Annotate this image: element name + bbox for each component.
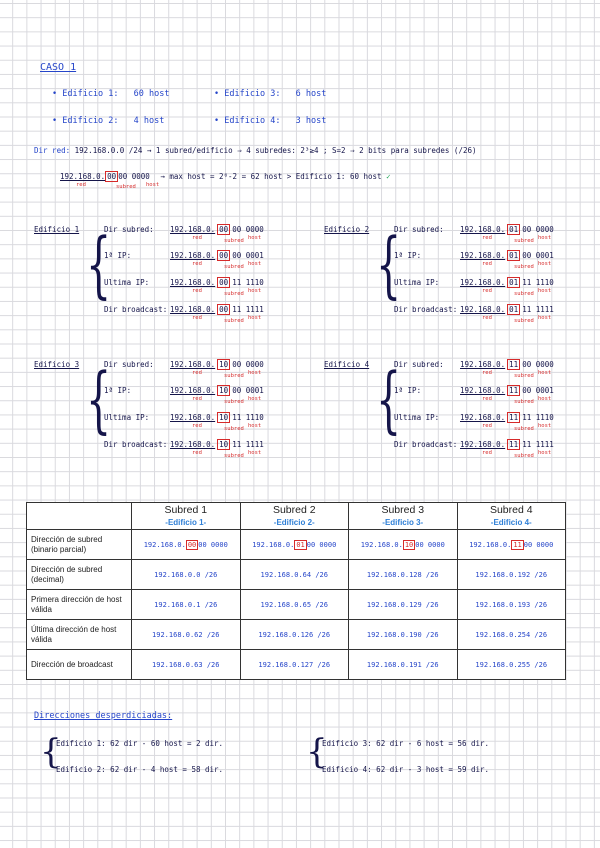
binary-address — [170, 305, 264, 314]
brace-left: { — [40, 732, 62, 772]
desperdiciadas-item-2: Edificio 2: 62 dir - 4 host = 58 dir. — [56, 765, 224, 774]
subred-label: subred — [224, 318, 244, 324]
red-label: red — [192, 396, 202, 402]
address-subnet-bits: 00 — [219, 278, 229, 287]
binary-address — [460, 305, 554, 314]
table-row-label: Primera dirección de host válida — [27, 590, 132, 620]
table-cell — [349, 530, 458, 560]
binary-address — [170, 251, 264, 260]
binary-address — [460, 360, 554, 369]
red-label: red — [482, 235, 492, 241]
results-table — [26, 502, 566, 680]
table-header-row — [27, 503, 566, 530]
cell-host-bits: 00 0000 — [306, 540, 337, 549]
red-label: red — [192, 370, 202, 376]
row-label: Dir subred: — [394, 225, 444, 234]
table-cell — [457, 530, 566, 560]
red-label: red — [482, 261, 492, 267]
row-label: Dir subred: — [104, 225, 154, 234]
row-label: Dir broadcast: — [394, 440, 458, 449]
red-label: red — [192, 261, 202, 267]
address-host-bits: 00 0000 — [232, 360, 264, 369]
table-cell: 192.168.0.192 /26 — [457, 560, 566, 590]
row-label: Ultima IP: — [394, 278, 440, 287]
edificio-title: Edificio 1 — [34, 225, 80, 234]
edificio-title: Edificio 4 — [324, 360, 370, 369]
red-label: red — [482, 315, 492, 321]
red-label: red — [482, 288, 492, 294]
table-cell: 192.168.0.64 /26 — [240, 560, 349, 590]
table-cell: 192.168.0.65 /26 — [240, 590, 349, 620]
address-ip: 192.168.0. — [460, 360, 506, 369]
address-ip: 192.168.0. — [460, 440, 506, 449]
row-label: 1ª IP: — [394, 251, 422, 260]
address-subnet-bits: 01 — [509, 278, 519, 287]
row-label: Dir subred: — [394, 360, 444, 369]
subred-label: subred — [514, 399, 534, 405]
address-subnet-bits: 11 — [509, 413, 519, 422]
row-label: Dir broadcast: — [394, 305, 458, 314]
address-ip: 192.168.0. — [170, 360, 216, 369]
subred-label: subred — [224, 291, 244, 297]
row-label: Ultima IP: — [394, 413, 440, 422]
red-label: red — [192, 423, 202, 429]
address-ip: 192.168.0. — [170, 413, 216, 422]
binary-address — [170, 413, 264, 422]
address-host-bits: 00 0001 — [232, 251, 264, 260]
table-row — [27, 530, 566, 560]
table-row — [27, 650, 566, 680]
row-label: 1ª IP: — [104, 386, 132, 395]
table-cell: 192.168.0.0 /26 — [132, 560, 241, 590]
address-host-bits: 11 1111 — [522, 440, 554, 449]
binary-address — [460, 225, 554, 234]
desperdiciadas-item-4: Edificio 4: 62 dir - 3 host = 59 dir. — [322, 765, 490, 774]
subred-label: subred — [514, 291, 534, 297]
address-host-bits: 00 0001 — [232, 386, 264, 395]
table-header-subred-4: Subred 4 -Edificio 4- — [457, 503, 566, 530]
table-cell: 192.168.0.255 /26 — [457, 650, 566, 680]
subred-label: subred — [514, 373, 534, 379]
address-subnet-bits: 00 — [219, 225, 229, 234]
table-cell — [240, 530, 349, 560]
host-label: host — [248, 261, 262, 267]
cell-ip: 192.168.0. — [252, 540, 295, 549]
table-cell: 192.168.0.63 /26 — [132, 650, 241, 680]
cell-subnet-bits: 10 — [404, 540, 414, 549]
binary-address — [460, 251, 554, 260]
host-label: host — [538, 450, 552, 456]
table-header-subred-1: Subred 1 -Edificio 1- — [132, 503, 241, 530]
edificio-title: Edificio 2 — [324, 225, 370, 234]
address-subnet-bits: 01 — [509, 305, 519, 314]
binary-address — [460, 440, 554, 449]
address-host-bits: 11 1111 — [522, 305, 554, 314]
cell-ip: 192.168.0. — [360, 540, 403, 549]
address-ip: 192.168.0. — [460, 251, 506, 260]
host-label: host — [146, 182, 160, 188]
table-row-label: Última dirección de host válida — [27, 620, 132, 650]
address-subnet-bits: 00 — [219, 305, 229, 314]
address-ip: 192.168.0. — [170, 440, 216, 449]
binary-address — [170, 440, 264, 449]
max-host-calc: → max host = 2⁶-2 = 62 host > Edificio 1: 60 host — [160, 172, 382, 181]
table-cell: 192.168.0.128 /26 — [349, 560, 458, 590]
host-label: host — [248, 396, 262, 402]
binary-address — [460, 386, 554, 395]
table-cell: 192.168.0.254 /26 — [457, 620, 566, 650]
brace: { — [86, 357, 112, 441]
address-ip: 192.168.0. — [170, 278, 216, 287]
address-host-bits: 00 0000 — [232, 225, 264, 234]
cell-host-bits: 00 0000 — [415, 540, 445, 549]
subred-label: subred — [224, 264, 244, 270]
host-label: host — [538, 423, 552, 429]
binary-address — [170, 278, 264, 287]
address-ip: 192.168.0. — [460, 305, 506, 314]
subred-label: subred — [224, 399, 244, 405]
host-label: host — [248, 315, 262, 321]
brace: { — [86, 222, 112, 306]
address-subnet-bits: 01 — [509, 251, 519, 260]
subred-label: subred — [116, 184, 136, 190]
subred-label: subred — [514, 426, 534, 432]
binary-address — [460, 413, 554, 422]
row-label: Dir broadcast: — [104, 305, 168, 314]
address-host-bits: 11 1110 — [522, 413, 554, 422]
edificio-1-label: • Edificio 1: 60 host — [52, 89, 170, 99]
red-label: red — [482, 396, 492, 402]
red-label: red — [482, 450, 492, 456]
red-label: red — [192, 288, 202, 294]
desperdiciadas-item-1: Edificio 1: 62 dir - 60 host = 2 dir. — [56, 739, 224, 748]
cell-ip: 192.168.0. — [469, 540, 512, 549]
address-host-bits: 11 1110 — [232, 413, 264, 422]
address-subnet-bits: 11 — [509, 440, 519, 449]
address-ip: 192.168.0. — [170, 225, 216, 234]
address-ip: 192.168.0. — [460, 386, 506, 395]
table-cell: 192.168.0.126 /26 — [240, 620, 349, 650]
brace-right: { — [306, 732, 328, 772]
table-row-label: Dirección de subred (binario parcial) — [27, 530, 132, 560]
brace: { — [376, 357, 402, 441]
host-label: host — [248, 450, 262, 456]
host-label: host — [538, 261, 552, 267]
host-label: host — [248, 370, 262, 376]
table-header-subred-3: Subred 3 -Edificio 3- — [349, 503, 458, 530]
table-cell: 192.168.0.193 /26 — [457, 590, 566, 620]
subred-label: subred — [514, 453, 534, 459]
red-label: red — [482, 370, 492, 376]
binary-address — [170, 386, 264, 395]
address-host-bits: 00 0000 — [522, 360, 554, 369]
address-ip: 192.168.0. — [460, 278, 506, 287]
edificio-title: Edificio 3 — [34, 360, 80, 369]
address-ip: 192.168.0. — [170, 251, 216, 260]
cell-host-bits: 00 0000 — [198, 540, 228, 549]
table-cell — [132, 530, 241, 560]
address-host-bits: 11 1111 — [232, 440, 264, 449]
table-cell: 192.168.0.191 /26 — [349, 650, 458, 680]
cell-host-bits: 00 0000 — [523, 540, 554, 549]
table-header-subred-2: Subred 2 -Edificio 2- — [240, 503, 349, 530]
dir-red-line: Dir red: 192.168.0.0 /24 → 1 subred/edificio ⇒ 4 subredes: 2³≥4 ; S=2 ⇒ 2 bits para subredes (/26) — [34, 146, 477, 155]
binary-address — [170, 225, 264, 234]
table-cell: 192.168.0.62 /26 — [132, 620, 241, 650]
subred-label: subred — [224, 426, 244, 432]
address-host-bits: 00 0001 — [522, 386, 554, 395]
host-label: host — [538, 315, 552, 321]
host-label: host — [538, 288, 552, 294]
binary-ip: 192.168.0. — [60, 172, 106, 181]
check-icon: ✓ — [386, 172, 391, 181]
desperdiciadas-title: Direcciones desperdiciadas: — [34, 711, 173, 721]
row-label: Dir broadcast: — [104, 440, 168, 449]
subred-label: subred — [224, 453, 244, 459]
row-label: 1ª IP: — [104, 251, 132, 260]
binary-line — [60, 172, 391, 181]
host-label: host — [538, 235, 552, 241]
address-subnet-bits: 11 — [509, 360, 519, 369]
table-cell: 192.168.0.190 /26 — [349, 620, 458, 650]
cell-subnet-bits: 11 — [513, 540, 522, 549]
host-label: host — [248, 288, 262, 294]
desperdiciadas-item-3: Edificio 3: 62 dir - 6 host = 56 dir. — [322, 739, 490, 748]
address-subnet-bits: 10 — [219, 360, 229, 369]
red-label: red — [482, 423, 492, 429]
red-label: red — [76, 182, 86, 188]
host-label: host — [248, 235, 262, 241]
table-row — [27, 620, 566, 650]
red-label: red — [192, 315, 202, 321]
table-row-label: Dirección de broadcast — [27, 650, 132, 680]
binary-address — [170, 360, 264, 369]
row-label: Dir subred: — [104, 360, 154, 369]
address-ip: 192.168.0. — [170, 305, 216, 314]
binary-host-bits: 00 0000 — [118, 172, 150, 181]
table-cell: 192.168.0.1 /26 — [132, 590, 241, 620]
edificio-4-label: • Edificio 4: 3 host — [214, 116, 327, 126]
brace: { — [376, 222, 402, 306]
subred-label: subred — [514, 318, 534, 324]
address-subnet-bits: 01 — [509, 225, 519, 234]
address-ip: 192.168.0. — [170, 386, 216, 395]
subred-label: subred — [224, 238, 244, 244]
host-label: host — [248, 423, 262, 429]
address-ip: 192.168.0. — [460, 413, 506, 422]
subred-label: subred — [514, 264, 534, 270]
edificio-3-label: • Edificio 3: 6 host — [214, 89, 327, 99]
table-row-label: Dirección de subred (decimal) — [27, 560, 132, 590]
table-corner — [27, 503, 132, 530]
address-subnet-bits: 00 — [219, 251, 229, 260]
subred-label: subred — [224, 373, 244, 379]
address-subnet-bits: 10 — [219, 386, 229, 395]
red-label: red — [192, 450, 202, 456]
cell-subnet-bits: 00 — [187, 540, 197, 549]
address-ip: 192.168.0. — [460, 225, 506, 234]
table-row — [27, 590, 566, 620]
host-label: host — [538, 396, 552, 402]
address-host-bits: 00 0001 — [522, 251, 554, 260]
binary-subnet-bits: 00 — [107, 172, 117, 181]
address-subnet-bits: 10 — [219, 413, 229, 422]
red-label: red — [192, 235, 202, 241]
table-row — [27, 560, 566, 590]
table-cell: 192.168.0.127 /26 — [240, 650, 349, 680]
edificio-2-label: • Edificio 2: 4 host — [52, 116, 165, 126]
address-host-bits: 11 1110 — [522, 278, 554, 287]
address-host-bits: 11 1111 — [232, 305, 264, 314]
row-label: Ultima IP: — [104, 278, 150, 287]
address-host-bits: 00 0000 — [522, 225, 554, 234]
row-label: Ultima IP: — [104, 413, 150, 422]
address-subnet-bits: 10 — [219, 440, 229, 449]
address-subnet-bits: 11 — [509, 386, 519, 395]
table-cell: 192.168.0.129 /26 — [349, 590, 458, 620]
cell-subnet-bits: 01 — [296, 540, 305, 549]
row-label: 1ª IP: — [394, 386, 422, 395]
binary-address — [460, 278, 554, 287]
address-host-bits: 11 1110 — [232, 278, 264, 287]
cell-ip: 192.168.0. — [143, 540, 186, 549]
case-title: CASO 1 — [40, 62, 77, 73]
host-label: host — [538, 370, 552, 376]
subred-label: subred — [514, 238, 534, 244]
